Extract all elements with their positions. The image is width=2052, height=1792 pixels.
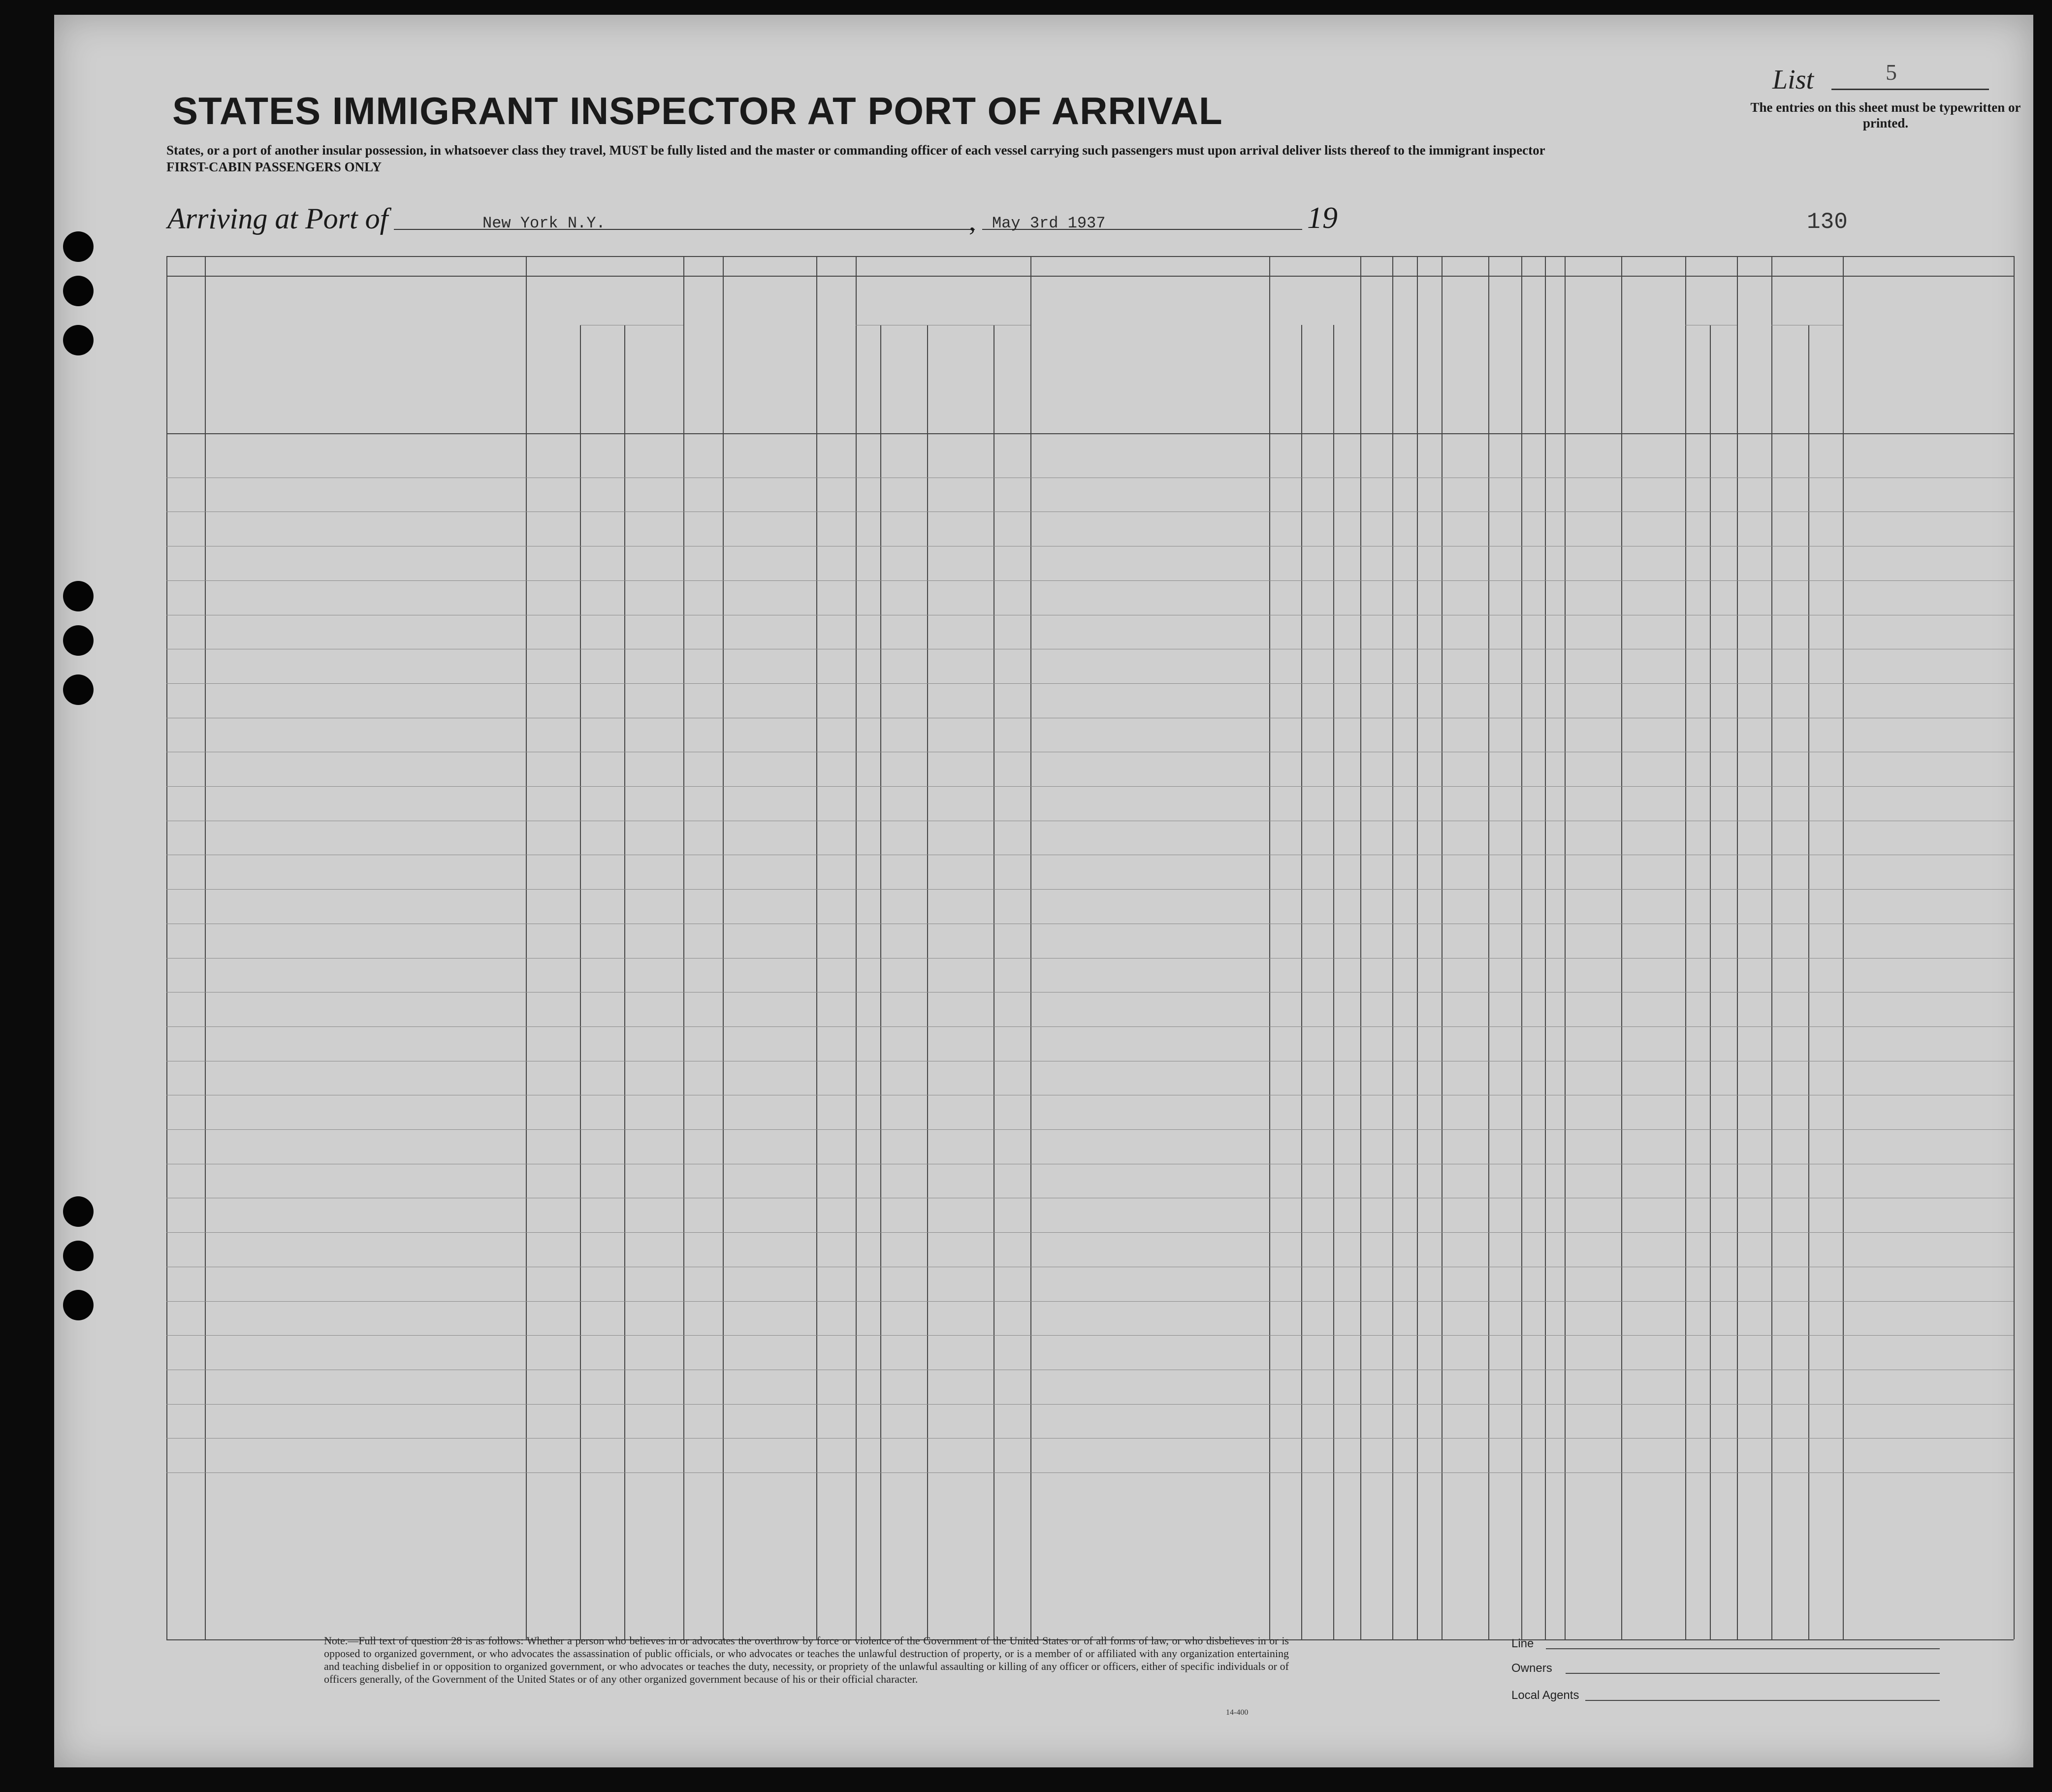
row-divider xyxy=(166,1438,2014,1439)
list-label: List xyxy=(1772,64,1814,95)
page-subtitle xyxy=(166,142,1732,175)
owners-label: Owners xyxy=(1511,1662,1552,1675)
line-label: Line xyxy=(1511,1637,1534,1650)
column-divider xyxy=(683,256,684,1639)
column-number xyxy=(526,262,683,278)
column-number xyxy=(1521,262,1545,278)
subcolumn-divider xyxy=(927,325,928,1639)
column-divider xyxy=(1269,256,1270,1639)
header-yes-or-no xyxy=(857,354,879,384)
footnote: Note.—Full text of question 28 is as follows: Whether a person who believes in or advocates the overthrow by force or violence of the Government of the United States or of all forms of law, or who disbelieves in or is opposed to organized government, or who advocates the assassination of public officials, or who advocates or teaches the unlawful destruction of property, or is a member of or affiliated with any organization entertaining and teaching disbelief in or opposition to organized government, or who advocates or teaches the duty, necessity, or propriety of the unlawful assaulting or killing of any officer or officers, either of specific individuals or of officers generally, of the Government of the United States or of any other organized government because of his or their official character. xyxy=(324,1634,1289,1685)
column-number xyxy=(723,262,816,278)
header-year-period xyxy=(882,354,925,394)
header-eyes xyxy=(1810,379,1843,390)
column-number xyxy=(166,262,205,278)
column-divider xyxy=(1737,256,1738,1639)
row-divider xyxy=(166,1232,2014,1233)
list-number: 5 xyxy=(1886,60,1897,85)
year-label: 19 xyxy=(1307,201,1338,235)
header-hair xyxy=(1773,379,1808,390)
column-divider xyxy=(1417,256,1418,1639)
column-number xyxy=(1621,262,1685,278)
header-height xyxy=(1687,313,1734,324)
binder-hole xyxy=(63,581,94,611)
column-divider xyxy=(1843,256,1844,1639)
subtitle-text: States, or a port of another insular possession, in whatsoever class they travel, MUST be fully listed and the master or commanding officer of each vessel carrying such passengers must upon arrival deliver lists thereof to the immigrant inspector xyxy=(166,143,1545,158)
column-number xyxy=(683,262,723,278)
column-number xyxy=(1269,262,1360,278)
row-divider xyxy=(166,683,2014,684)
header-ticket xyxy=(689,286,717,428)
header-excluded xyxy=(1525,286,1543,428)
list-underline xyxy=(1831,89,1989,90)
binder-hole xyxy=(63,674,94,705)
column-divider xyxy=(1488,256,1489,1639)
row-divider xyxy=(166,958,2014,959)
column-divider xyxy=(205,256,206,1639)
column-divider xyxy=(1771,256,1772,1639)
subcolumn-divider xyxy=(1710,325,1711,1639)
header-overthrow xyxy=(1451,286,1481,428)
port-underline xyxy=(394,229,975,230)
column-divider xyxy=(1621,256,1622,1639)
column-divider xyxy=(526,256,527,1639)
column-divider xyxy=(1685,256,1686,1639)
column-number xyxy=(1442,262,1488,278)
manifest-table xyxy=(166,256,2014,1639)
header-passage-paid xyxy=(737,315,802,354)
subcolumn-divider xyxy=(624,325,625,1639)
header-polygamist xyxy=(1397,286,1415,428)
header-list-number xyxy=(168,335,203,364)
subcolumn-divider xyxy=(1301,325,1302,1639)
arriving-label: Arriving at Port of xyxy=(167,202,388,235)
header-foreign-country xyxy=(527,340,579,414)
column-number xyxy=(1417,262,1442,278)
column-number xyxy=(1771,262,1843,278)
header-marks xyxy=(1845,347,2012,367)
sheet-number: 130 xyxy=(1807,209,1848,235)
column-divider xyxy=(166,256,167,1639)
column-divider xyxy=(1360,256,1361,1639)
column-divider xyxy=(2014,256,2015,1639)
column-divider xyxy=(723,256,724,1639)
column-divider xyxy=(1521,256,1522,1639)
header-arrested xyxy=(1548,286,1564,428)
header-health xyxy=(1568,320,1619,379)
separator: , xyxy=(969,206,976,237)
header-money xyxy=(822,286,850,428)
column-divider xyxy=(1545,256,1546,1639)
column-number xyxy=(1360,262,1392,278)
row-divider xyxy=(166,889,2014,890)
column-number xyxy=(205,262,526,278)
header-before-us xyxy=(858,290,1028,315)
local-agents-label: Local Agents xyxy=(1511,1689,1579,1702)
row-divider xyxy=(166,1472,2014,1473)
column-number xyxy=(1488,262,1521,278)
row-divider xyxy=(166,1301,2014,1302)
header-purpose xyxy=(1271,290,1358,315)
header-purpose-a xyxy=(1274,318,1299,431)
row-divider xyxy=(166,580,2014,581)
column-divider xyxy=(1442,256,1443,1639)
column-number xyxy=(1545,262,1565,278)
subtitle-class: FIRST-CABIN PASSENGERS ONLY xyxy=(166,160,382,174)
binder-hole xyxy=(63,325,94,355)
header-anarchist xyxy=(1422,286,1440,428)
column-divider xyxy=(856,256,857,1639)
owners-underline xyxy=(1566,1673,1940,1674)
binder-hole xyxy=(63,1290,94,1320)
column-number xyxy=(1392,262,1417,278)
column-number xyxy=(1565,262,1621,278)
binder-hole xyxy=(63,231,94,262)
form-number: 14-400 xyxy=(1226,1708,1249,1717)
column-number xyxy=(1685,262,1737,278)
row-divider xyxy=(166,786,2014,787)
local-agents-underline xyxy=(1585,1700,1940,1701)
header-city xyxy=(626,384,683,395)
header-where xyxy=(929,364,991,375)
header-final-destination xyxy=(528,300,683,312)
header-in-usa xyxy=(582,327,683,357)
column-number xyxy=(1030,262,1269,278)
column-divider xyxy=(1030,256,1031,1639)
subcolumn-divider xyxy=(880,325,881,1639)
header-destination-note xyxy=(528,313,683,323)
header-complexion xyxy=(1739,340,1771,369)
header-deformed xyxy=(1624,320,1683,394)
port-value: New York N.Y. xyxy=(482,214,606,232)
column-divider xyxy=(1565,256,1566,1639)
line-underline xyxy=(1546,1648,1940,1649)
row-divider xyxy=(166,1404,2014,1405)
header-inches xyxy=(1715,354,1732,418)
column-number xyxy=(816,262,856,278)
header-color xyxy=(1773,313,1843,324)
row-divider xyxy=(166,1129,2014,1130)
header-relative-address xyxy=(215,332,510,386)
header-if-yes xyxy=(882,327,1028,338)
header-prison xyxy=(1364,286,1389,428)
header-purpose-c xyxy=(1336,318,1359,431)
subcolumn-divider xyxy=(580,325,581,1639)
header-last-departure xyxy=(994,350,1029,399)
binder-hole xyxy=(63,625,94,656)
column-divider xyxy=(816,256,817,1639)
binder-hole xyxy=(63,1241,94,1271)
row-divider xyxy=(166,1335,2014,1336)
page-title: STATES IMMIGRANT INSPECTOR AT PORT OF ARRIVAL xyxy=(172,89,1223,132)
entries-note: The entries on this sheet must be typewritten or printed. xyxy=(1750,100,2021,130)
binder-hole xyxy=(63,276,94,306)
column-number xyxy=(1843,262,2014,278)
row-divider xyxy=(166,1026,2014,1027)
header-passage-note xyxy=(728,354,811,418)
header-feet xyxy=(1690,354,1708,418)
column-number xyxy=(1737,262,1771,278)
subcolumn-divider xyxy=(1808,325,1809,1639)
manifest-sheet xyxy=(54,15,2033,1767)
column-number xyxy=(856,262,1030,278)
header-labor-offer xyxy=(1493,286,1519,428)
column-divider xyxy=(1392,256,1393,1639)
binder-hole xyxy=(63,1196,94,1227)
date-value: May 3rd 1937 xyxy=(992,214,1106,232)
subcolumn-divider xyxy=(1333,325,1334,1639)
header-state xyxy=(582,384,624,395)
header-purpose-b xyxy=(1306,318,1331,431)
header-join-relative xyxy=(1045,335,1252,389)
